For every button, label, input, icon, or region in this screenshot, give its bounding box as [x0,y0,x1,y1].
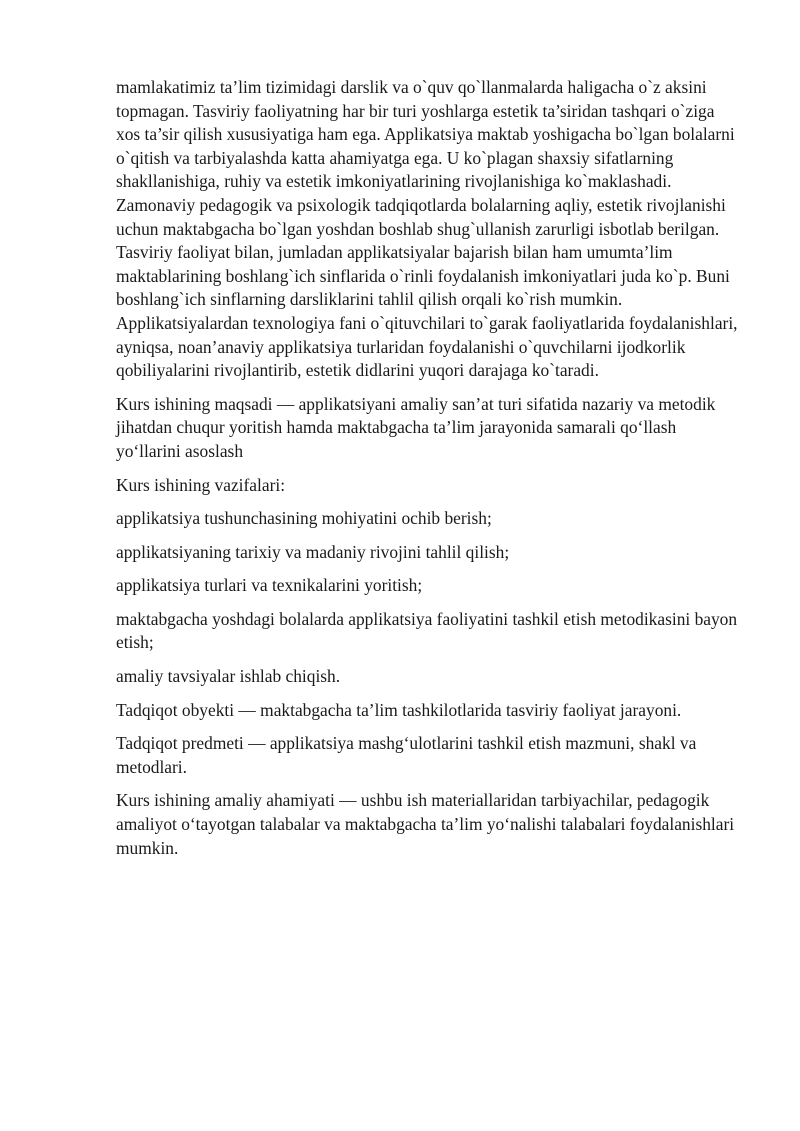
paragraph-tasks-heading: Kurs ishining vazifalari: [116,474,286,495]
paragraph-research-object: Tadqiqot obyekti — maktabgacha ta’lim tashkilotlarida tasviriy faoliyat jarayoni. [116,699,682,720]
paragraph-research-subject: Tadqiqot predmeti — applikatsiya mashg‘ulotlarini tashkil etish mazmuni, shakl va metodlari. [116,733,697,777]
document-body [116,76,742,870]
task-item: applikatsiyaning tarixiy va madaniy rivojini tahlil qilish; [116,541,510,562]
paragraph-practical-significance: Kurs ishining amaliy ahamiyati — ushbu ish materiallaridan tarbiyachilar, pedagogik amaliyot o‘tayotgan talabalar va maktabgacha ta’lim yo‘nalishi talabalari foydalanishlari mumkin. [116,790,735,858]
task-item: amaliy tavsiyalar ishlab chiqish. [116,666,341,687]
paragraph-intro: mamlakatimiz ta’lim tizimidagi darslik va o`quv qo`llanmalarda haligacha o`z aksini topmagan. Tasviriy faoliyatning har bir turi yoshlarga estetik ta’siridan tashqari o`ziga xos ta’sir qilish xususiyatiga ham ega. Applikatsiya maktab yoshigacha bo`lgan bolalarni o`qitish va tarbiyalashda katta ahamiyatga ega. U ko`plagan shaxsiy sifatlarning shakllanishiga, ruhiy va estetik imkoniyatlarining rivojlanishiga ko`maklashadi. Zamonaviy pedagogik va psixologik tadqiqotlarda bolalarning aqliy, estetik rivojlanishi uchun maktabgacha bo`lgan yoshdan boshlab shug`ullanish zarurligi isbotlab berilgan. Tasviriy faoliyat bilan, jumladan applikatsiyalar bajarish bilan ham umumta’lim maktablarining boshlang`ich sinflarida o`rinli foydalanish imkoniyatlari juda ko`p. Buni boshlang`ich sinflarning darsliklarini tahlil qilish orqali ko`rish mumkin. Applikatsiyalardan texnologiya fani o`qituvchilari to`garak faoliyatlarida foydalanishlari, ayniqsa, noan’anaviy applikatsiya turlaridan foydalanishi o`quvchilarni ijodkorlik qobiliyalarini rivojlantirib, estetik didlarini yuqori darajaga ko`taradi. [116,77,738,381]
task-item: applikatsiya turlari va texnikalarini yoritish; [116,575,423,596]
task-item: applikatsiya tushunchasining mohiyatini ochib berish; [116,508,492,529]
task-item: maktabgacha yoshdagi bolalarda applikatsiya faoliyatini tashkil etish metodikasini bayon etish; [116,608,738,653]
paragraph-goal: Kurs ishining maqsadi — applikatsiyani amaliy san’at turi sifatida nazariy va metodik jihatdan chuqur yoritish hamda maktabgacha ta’lim jarayonida samarali qo‘llash yo‘llarini asoslash [116,393,716,461]
